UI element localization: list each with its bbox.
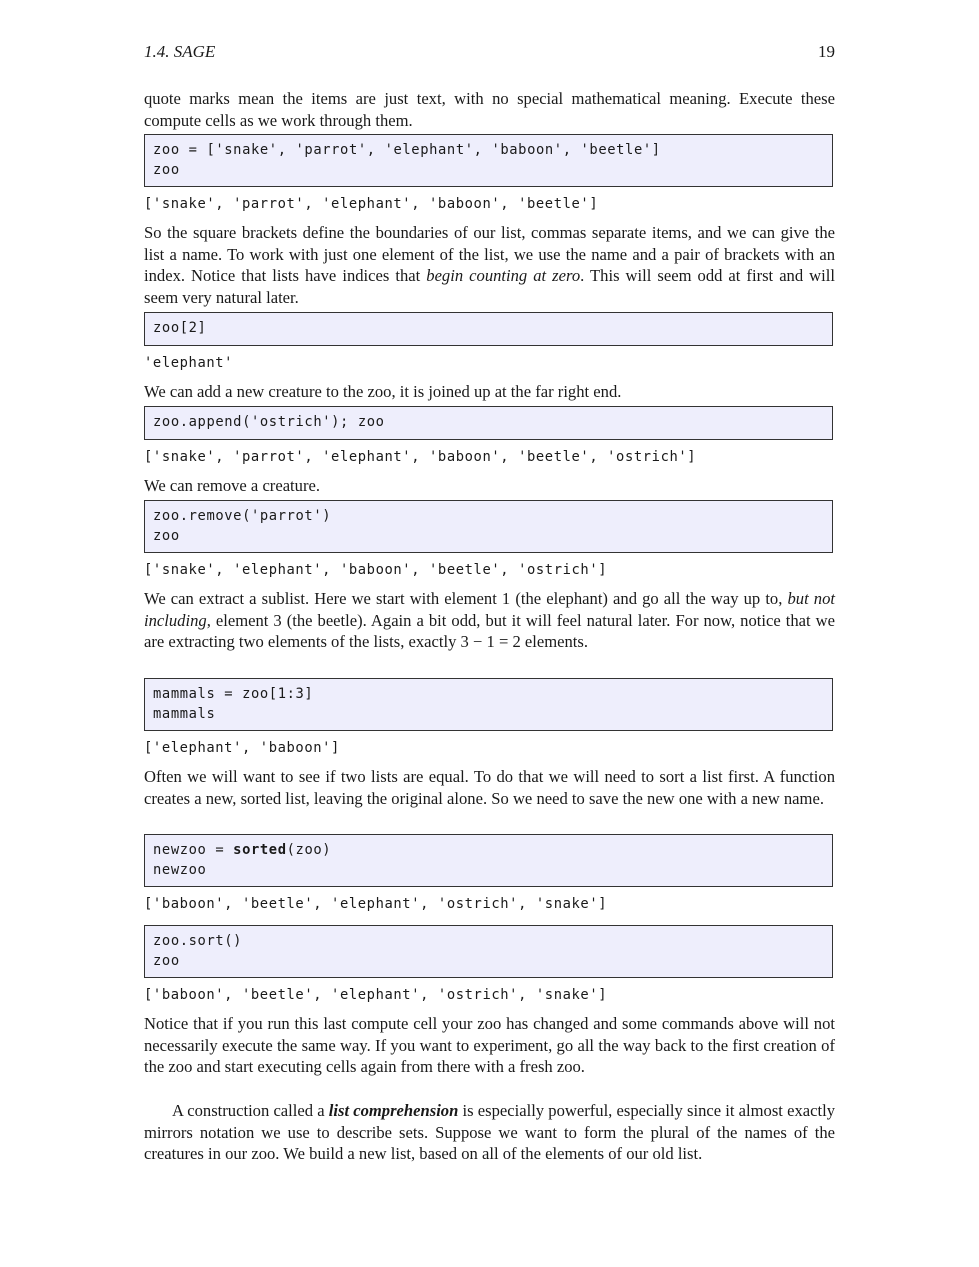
- code-line: zoo.append('ostrich'); zoo: [153, 414, 385, 430]
- compute-cell-sort[interactable]: [144, 925, 833, 978]
- code-line: newzoo: [153, 861, 207, 878]
- paragraph-append: We can add a new creature to the zoo, it is joined up at the far right end.: [144, 382, 622, 401]
- code-line: zoo = ['snake', 'parrot', 'elephant', 'baboon', 'beetle']: [153, 142, 661, 158]
- code-line: mammals: [153, 705, 216, 722]
- cell-output: 'elephant': [144, 355, 234, 371]
- cell-output: ['snake', 'parrot', 'elephant', 'baboon', 'beetle', 'ostrich']: [144, 449, 697, 465]
- paragraph-remove: We can remove a creature.: [144, 476, 321, 495]
- compute-cell-zoo-create[interactable]: [144, 134, 833, 187]
- term-list-comprehension: list comprehension: [328, 1101, 459, 1120]
- code-line: zoo: [153, 527, 180, 544]
- keyword-sorted: sorted: [233, 842, 287, 858]
- cell-output: ['baboon', 'beetle', 'elephant', 'ostrich', 'snake']: [144, 987, 608, 1003]
- code-line: zoo[2]: [153, 320, 207, 336]
- compute-cell-index[interactable]: [144, 312, 833, 346]
- cell-output: ['snake', 'elephant', 'baboon', 'beetle', 'ostrich']: [144, 562, 608, 578]
- code-line: mammals = zoo[1:3]: [153, 686, 314, 702]
- paragraph-sublist: We can extract a sublist. Here we start with element 1 (the elephant) and go all the way up to, but not including, element 3 (the beetle). Again a bit odd, but it will feel natural later. For now, notice that we are extracting two elements of the lists, exactly 3 − 1 = 2 elements.: [144, 589, 835, 652]
- compute-cell-slice[interactable]: [144, 678, 833, 731]
- paragraph-intro: quote marks mean the items are just text, with no special mathematical meaning. Execute these compute cells as we work through them.: [144, 89, 835, 130]
- paragraph-list-comprehension: A construction called a list comprehension is especially powerful, especially since it almost exactly mirrors notation we use to describe sets. Suppose we want to form the plural of the names of the creatures in our zoo. We build a new list, based on all of the elements of our old list.: [144, 1101, 835, 1164]
- compute-cell-append[interactable]: [144, 406, 833, 440]
- cell-output: ['baboon', 'beetle', 'elephant', 'ostrich', 'snake']: [144, 896, 608, 912]
- code-line: newzoo = sorted(zoo): [153, 842, 332, 858]
- running-header: [144, 42, 835, 64]
- code-line: zoo: [153, 161, 180, 178]
- compute-cell-sorted[interactable]: [144, 834, 833, 887]
- emphasis: begin counting at zero: [426, 266, 581, 286]
- paragraph-brackets: So the square brackets define the boundaries of our list, commas separate items, and we can give the list a name. To work with just one element of the list, we use the name and a pair of brackets with an index. Notice that lists have indices that begin counting at zero. This will seem odd at first and will seem very natural later.: [144, 223, 835, 308]
- cell-output: ['elephant', 'baboon']: [144, 740, 340, 756]
- cell-output: ['snake', 'parrot', 'elephant', 'baboon', 'beetle']: [144, 196, 599, 212]
- paragraph-notice: Notice that if you run this last compute cell your zoo has changed and some commands above will not necessarily execute the same way. If you want to experiment, go all the way back to the first creation of the zoo and start executing cells again from there with a fresh zoo.: [144, 1014, 835, 1077]
- emphasis: but not including: [144, 589, 835, 630]
- page-number: 19: [818, 42, 835, 61]
- paragraph-sorting: Often we will want to see if two lists are equal. To do that we will need to sort a list first. A function creates a new, sorted list, leaving the original alone. So we need to save the new one with a new name.: [144, 767, 835, 808]
- code-line: zoo: [153, 952, 180, 969]
- section-title: 1.4. SAGE: [144, 42, 216, 61]
- code-line: zoo.remove('parrot'): [153, 508, 332, 524]
- compute-cell-remove[interactable]: [144, 500, 833, 553]
- code-line: zoo.sort(): [153, 933, 243, 949]
